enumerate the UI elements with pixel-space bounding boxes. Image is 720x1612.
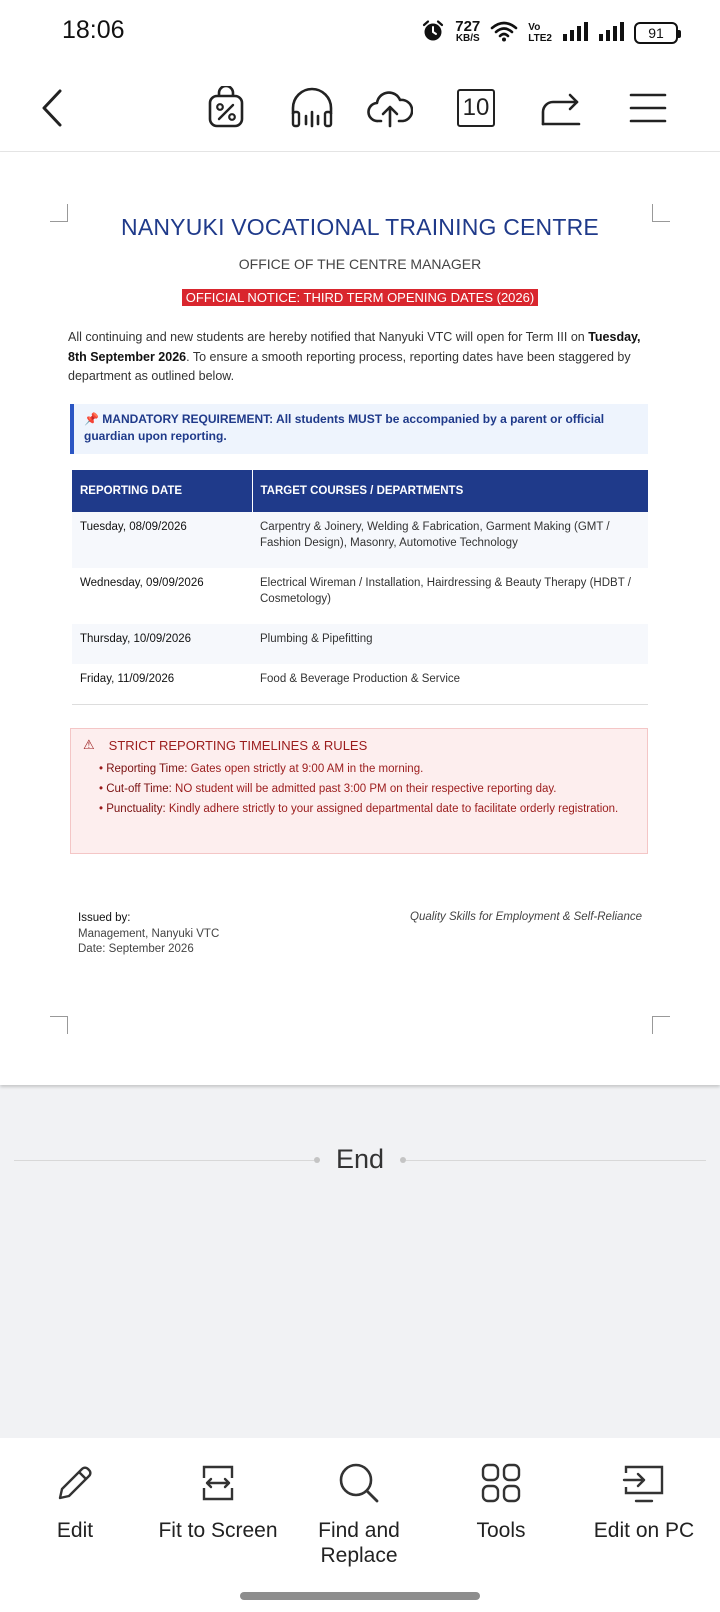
bottom-toolbar (0, 1438, 720, 1612)
audio-icon[interactable] (284, 80, 340, 136)
tools-grid-icon (431, 1460, 571, 1506)
rule-item: • Punctuality: Kindly adhere strictly to your assigned departmental date to facilitate orderly registration. (99, 803, 619, 815)
alarm-icon (421, 19, 445, 48)
reporting-schedule-table (72, 470, 648, 705)
table-cell-date: Friday, 11/09/2026 (72, 664, 252, 704)
table-header: REPORTING DATE (72, 470, 252, 512)
opening-date: Tuesday, 8th September 2026 (68, 330, 641, 364)
status-bar (0, 0, 720, 66)
end-label: End (335, 1144, 385, 1174)
menu-icon[interactable] (620, 80, 676, 136)
table-cell-courses: Food & Beverage Production & Service (252, 664, 648, 704)
issuer: Management, Nanyuki VTC (78, 927, 220, 940)
back-icon[interactable] (24, 80, 80, 136)
issued-label: Issued by: (78, 912, 131, 924)
pencil-icon (5, 1460, 145, 1506)
wifi-icon (490, 20, 518, 47)
table-header: TARGET COURSES / DEPARTMENTS (252, 470, 648, 512)
table-row (72, 664, 648, 704)
page-corner-mark (50, 1016, 68, 1034)
rules-box (70, 728, 648, 854)
rule-item: • Reporting Time: Gates open strictly at 9:00 AM in the morning. (99, 763, 424, 775)
network-speed: 727 KB/S (455, 18, 481, 44)
rules-title: STRICT REPORTING TIMELINES & RULES (108, 737, 368, 753)
find-and-replace-button[interactable]: Find and Replace (289, 1460, 429, 1568)
table-cell-date: Tuesday, 08/09/2026 (72, 512, 252, 568)
tagline: Quality Skills for Employment & Self-Reliance (410, 911, 642, 923)
page-count: 10 (457, 89, 495, 127)
table-row (72, 624, 648, 664)
document-title: NANYUKI VOCATIONAL TRAINING CENTRE (121, 214, 599, 240)
fit-screen-icon (148, 1460, 288, 1506)
battery-level: 91 (648, 25, 664, 41)
page-corner-mark (652, 1016, 670, 1034)
status-time: 18:06 (62, 16, 125, 44)
document-subtitle: OFFICE OF THE CENTRE MANAGER (238, 256, 482, 272)
tools-button[interactable]: Tools (431, 1460, 571, 1543)
edit-button[interactable]: Edit (5, 1460, 145, 1543)
signal-icon (562, 21, 588, 46)
notice-banner: OFFICIAL NOTICE: THIRD TERM OPENING DATES (2026) (182, 289, 538, 306)
page-count-icon[interactable] (448, 80, 504, 136)
document-page[interactable] (0, 152, 720, 1085)
intro-paragraph: All continuing and new students are hereby notified that Nanyuki VTC will open for Term III on Tuesday, 8th September 2026. To ensure a smooth reporting process, reporting dates have been staggered by department as outlined below. (68, 330, 641, 383)
home-indicator[interactable] (240, 1592, 480, 1600)
table-cell-courses: Carpentry & Joinery, Welding & Fabrication, Garment Making (GMT / Fashion Design), Masonry, Automotive Technology (252, 512, 648, 568)
fit-to-screen-button[interactable]: Fit to Screen (148, 1460, 288, 1543)
rule-item: • Cut-off Time: NO student will be admitted past 3:00 PM on their respective reporting day. (99, 783, 557, 795)
warning-icon: ⚠ (83, 737, 95, 752)
table-row (72, 512, 648, 568)
table-cell-courses: Plumbing & Pipefitting (252, 624, 648, 664)
top-toolbar (0, 66, 720, 152)
edit-on-pc-icon (574, 1460, 714, 1506)
table-row (72, 568, 648, 624)
volte-indicator: Vo LTE2 (528, 22, 552, 44)
mandatory-requirement-callout: 📌 MANDATORY REQUIREMENT: All students MUST be accompanied by a parent or official guardian upon reporting. (70, 404, 648, 454)
table-cell-date: Thursday, 10/09/2026 (72, 624, 252, 664)
signal-icon (598, 21, 624, 46)
discount-bag-icon[interactable] (198, 80, 254, 136)
share-icon[interactable] (534, 80, 590, 136)
search-icon (289, 1460, 429, 1506)
issued-by-block (78, 911, 219, 958)
edit-on-pc-button[interactable]: Edit on PC (574, 1460, 714, 1543)
table-cell-date: Wednesday, 09/09/2026 (80, 577, 204, 589)
table-cell-courses: Electrical Wireman / Installation, Hairdressing & Beauty Therapy (HDBT / Cosmetology) (260, 577, 631, 605)
battery-icon (634, 22, 678, 44)
issue-date: Date: September 2026 (78, 943, 194, 955)
status-icons (421, 16, 678, 50)
cloud-upload-icon[interactable] (362, 80, 418, 136)
